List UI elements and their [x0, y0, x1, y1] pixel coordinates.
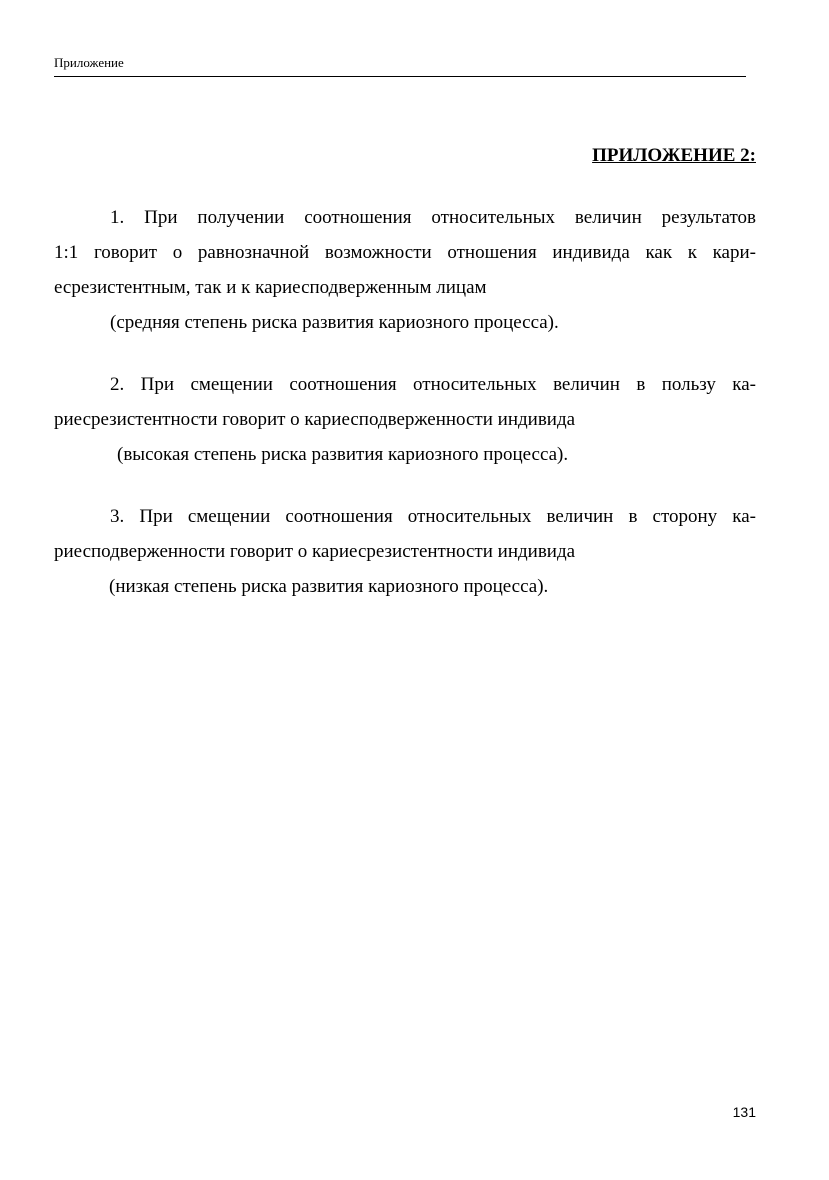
- header-rule: [54, 76, 746, 77]
- item-2-note: (высокая степень риска развития кариозного процесса).: [117, 444, 569, 465]
- item-3-note: (низкая степень риска развития кариозного процесса).: [109, 576, 549, 597]
- page-number: 131: [732, 1104, 756, 1120]
- item-2-line-2: риесрезистентности говорит о кариесподверженности индивида: [54, 409, 576, 430]
- item-3-line-2: риесподверженности говорит о кариесрезистентности индивида: [54, 541, 576, 562]
- list-item-3: [54, 499, 756, 604]
- appendix-title: ПРИЛОЖЕНИЕ 2:: [592, 145, 756, 166]
- list-item-1: [54, 200, 756, 340]
- item-2-line-1: 2. При смещении соотношения относительных величин в пользу ка-: [110, 374, 756, 395]
- running-header: Приложение: [54, 55, 124, 70]
- item-1-line-3: есрезистентным, так и к кариесподверженным лицам: [54, 277, 487, 298]
- item-1-line-2: 1:1 говорит о равнозначной возможности отношения индивида как к кари-: [54, 242, 756, 263]
- list-item-2: [54, 367, 756, 472]
- item-3-line-1: 3. При смещении соотношения относительных величин в сторону ка-: [110, 506, 756, 527]
- item-1-note: (средняя степень риска развития кариозного процесса).: [110, 312, 559, 333]
- item-1-line-1: 1. При получении соотношения относительных величин результатов: [110, 207, 756, 228]
